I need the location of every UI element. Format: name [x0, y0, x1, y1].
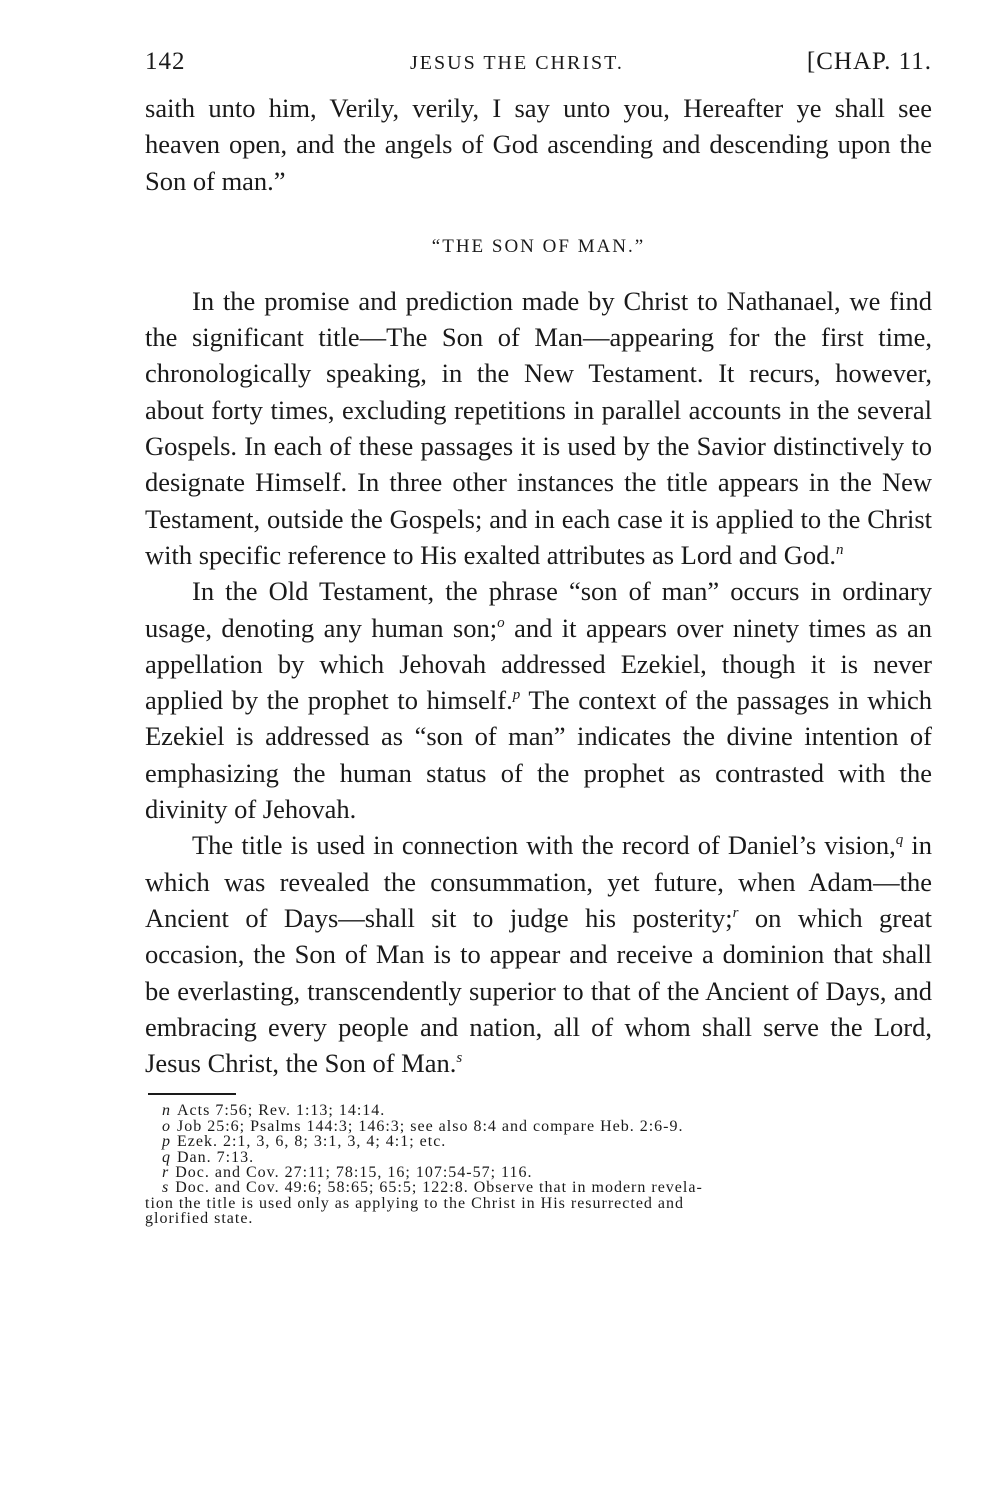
footnote-mark: n: [162, 1102, 171, 1120]
footnote-p: [162, 1134, 932, 1149]
paragraph-1-text: In the promise and prediction made by Christ to Nathanael, we find the significant title—The Son of Man—appearing for the first time, chronologically speaking, in the New Testament. It recurs, however, about forty times, excluding repetitions in parallel accounts in the several Gospels. In each of these passages it is used by the Savior distinctively to designate Himself. In three other instances the title appears in the New Testament, outside the Gospels; and in each case it is applied to the Christ with specific reference to His exalted attributes as Lord and God.: [145, 285, 932, 570]
footnote-r: [162, 1165, 932, 1180]
paragraph-2: [145, 573, 932, 827]
paragraph-3: [145, 827, 932, 1081]
footnote-s-continuation-end: glorified state.: [145, 1210, 254, 1228]
paragraph-3-part-1: The title is used in connection with the record of Daniel’s vision,: [192, 830, 896, 861]
footnote-ref-o: o: [497, 614, 505, 631]
footnote-s-continuation: tion the title is used only as applying to the Christ in His resurrected and: [145, 1194, 685, 1212]
paragraph-3-part-3: on which great occasion, the Son of Man is to appear and receive a dominion that shall be everlasting, transcendently superior to that of the Ancient of Days, and embracing every people and nation, all of whom shall serve the Lord, Jesus Christ, the Son of Man.: [145, 902, 932, 1079]
running-title: JESUS THE CHRIST.: [410, 52, 624, 74]
paragraph-2-part-2: and it appears over ninety times as an appellation by which Jehovah addressed Ezekiel, though it is never applied by the prophet to himself.: [145, 612, 933, 716]
paragraph-2-part-3: The context of the passages in which Ezekiel is addressed as “son of man” indicates the divine intention of emphasizing the human status of the prophet as contrasted with the divinity of Jehovah.: [145, 685, 932, 825]
footnote-n: [162, 1103, 932, 1118]
footnote-ref-r: r: [732, 904, 739, 921]
footnote-mark: p: [162, 1133, 171, 1151]
footnote-mark: q: [162, 1148, 171, 1166]
section-heading: “THE SON OF MAN.”: [431, 235, 646, 257]
page-number: 142: [145, 48, 186, 75]
footnote-text: Acts 7:56; Rev. 1:13; 14:14.: [177, 1102, 386, 1120]
footnote-text: Dan. 7:13.: [177, 1148, 255, 1166]
footnote-ref-p: p: [512, 687, 521, 704]
running-header: [145, 48, 932, 90]
paragraph-3-part-2: in which was revealed the consummation, yet future, when Adam—the Ancient of Days—shall sit to judge his posterity;: [145, 830, 932, 933]
footnote-text: Ezek. 2:1, 3, 6, 8; 3:1, 3, 4; 4:1; etc.: [177, 1133, 447, 1151]
footnotes: [145, 1103, 932, 1226]
paragraph-2-part-1: In the Old Testament, the phrase “son of man” occurs in ordinary usage, denoting any human son;: [145, 576, 932, 643]
footnote-text: Doc. and Cov. 27:11; 78:15, 16; 107:54-57; 116.: [175, 1164, 533, 1182]
main-text: [145, 90, 932, 1081]
footnote-o: [162, 1119, 932, 1134]
footnote-mark: s: [162, 1179, 170, 1197]
footnote-mark: o: [162, 1117, 171, 1135]
paragraph-1: [145, 283, 932, 573]
footnote-text: Job 25:6; Psalms 144:3; 146:3; see also 8:4 and compare Heb. 2:6-9.: [177, 1117, 684, 1135]
footnote-q: [162, 1150, 932, 1165]
footnote-divider: [148, 1093, 236, 1095]
footnote-mark: r: [162, 1164, 170, 1182]
footnote-ref-n: n: [835, 541, 844, 558]
book-page: [145, 48, 932, 1227]
chapter-label: [CHAP. 11.: [806, 48, 932, 75]
footnote-text: Doc. and Cov. 49:6; 58:65; 65:5; 122:8. Observe that in modern revela-: [175, 1179, 703, 1197]
footnote-ref-q: q: [895, 832, 904, 849]
footnote-s: [162, 1180, 932, 1195]
intro-paragraph: saith unto him, Verily, verily, I say unto you, Hereafter ye shall see heaven open, and the angels of God ascending and descending upon the Son of man.”: [145, 93, 932, 196]
footnote-ref-s: s: [456, 1050, 463, 1067]
